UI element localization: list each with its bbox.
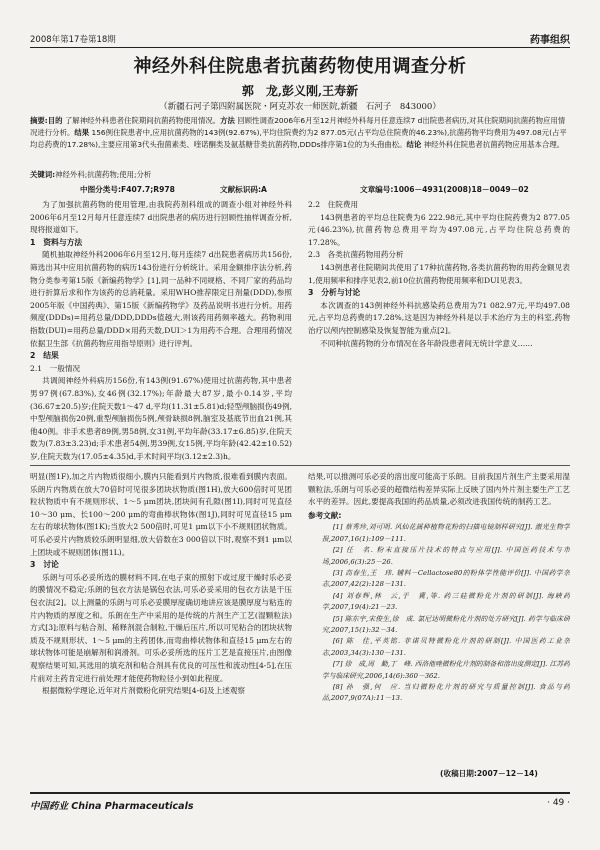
reference-item: [2] 任 名. 粉末直接压片技术的特点与应用[J]. 中国医药技术与市场,2006,6(3):25－26.	[322, 546, 570, 566]
result-label: 结果	[74, 128, 90, 137]
received-date: (收稿日期:2007－12－14)	[440, 769, 538, 778]
prior-theory-paragraph: 根据微粉学理论,近年对片剂微粉化研究结果[4-6]及上述观察	[42, 686, 245, 696]
keywords	[30, 169, 570, 180]
prior-conclusion-paragraph: 结果,可以推测可乐必妥的溶出度可能高于乐朗。目前我国片剂生产主要采用湿颗粒法,乐朗与可乐必妥的超微结构差异实际上反映了国内外片剂主要生产工艺水平的差异。因此,要提高我国的药品质量,必须改进我国传统的制药工艺。	[308, 472, 570, 507]
classification-line	[30, 184, 570, 196]
authors: 郭 龙,彭义刚,王寿新	[241, 84, 359, 98]
general-paragraph: 共调阅神经外科病历156份,有143例(91.67%)使用过抗菌药物,其中患者男97例(67.83%),女46例(32.17%);年龄最大87岁,最小0.14岁,平均(36.67±20.5)岁;住院天数1～47 d,平均(11.31±5.81)d;轻型颅脑损伤49例,中型颅脑损伤20例,重型颅脑损伤5例,颅骨缺损8例,脑室及基底节出血21例,其他40例。非手术患者89例,男58例,女31例,平均年龄(33.17±6.85)岁,住院天数为(7.83±3.23)d;手术患者54例,男39例,女15例,平均年龄(42.42±10.52)岁,住院天数为(17.05±4.35)d,手术时间平均(3.12±2.3)h。	[30, 376, 292, 461]
clc-code: 中图分类号:F407.7;R978	[80, 185, 175, 194]
cost-paragraph: 143例患者的平均总住院费为6 222.98元,其中平均住院药费为2 877.05元(46.23%),抗菌药物总费用平均为497.08元,占平均住院总药费的17.28%。	[308, 212, 570, 247]
keywords-label: 关键词:	[30, 170, 56, 179]
reference-item: [3] 高春生,王 玮. 辅料－Cellactose80的粉体学性能评价[J]. 中国药学杂志,2007,42(2):128－131.	[322, 569, 570, 589]
drug-analysis-paragraph: 143例患者住院期间共使用了17种抗菌药物,各类抗菌药物的用药金额见表1,使用频率和排序见表2,前10位抗菌药物使用频率和DUI见表3。	[308, 262, 570, 285]
methods-paragraph: 随机抽取神经外科2006年6月至12月,每月连续7 d出院患者病历共156份,筛选出其中应用抗菌药物的病历143份进行分析统计。采用金额排序法分析,药物分类参考第15版《新编药物学》[1],同一品种不同规格、不同厂家的药品均进行折算后求和作为该药的总消耗量。采用WHO推荐限定日剂量(DDD),参照2005年版《中国药典》、第15版《新编药物学》及药品说明书进行分析。用药频度(DDDs)=用药总量/DDD,DDDs值越大,则该药用药频率越大。药物利用指数(DUI)=用药总量/DDD×用药天数,DUI＞1为用药不合理。合理用药情况依据卫生部《抗菌药物应用指导原则》进行评判。	[30, 250, 292, 348]
section-2-heading: 2 结果	[30, 351, 59, 361]
abstract	[30, 115, 570, 165]
document-code: 文献标识码:A	[220, 185, 267, 194]
upper-right-column	[308, 199, 570, 461]
reference-item: [4] 刘春辉,林 云,于 冀,等. 药三硅微粉化片剂的研制[J]. 海峡药学,2007,19(4):21－23.	[322, 591, 570, 612]
article-number: 文章编号:1006－4931(2008)18－0049－02	[360, 185, 529, 194]
prior-article-paragraph: 明显(图1F),加之片内物质很细小,膜内只能看到片内物质,很难看到膜内表面。乐朗片内物质在放大70倍时可见很多团块状物质(图1H),放大600倍时可见团粒状物质中有不规则形状、1～5 μm团块,团块间有孔隙(图1I),同时可见直径10～30 μm、长100～200 μm的弯曲棒状物体(图1J),同时可见直径15 μm左右的球状物体(图1K);当放大2 500倍时,可见1 μm以下小不规则团状物质。可乐必妥片内物质较乐朗明显细,放大倍数在3 000倍以下时,观察不到1 μm以上团块或不规则团体(图1L)。	[30, 472, 292, 557]
section-2-1-heading: 2.1 一般情况	[30, 363, 81, 373]
intro-paragraph: 为了加强抗菌药物的使用管理,由我院药剂科组成的调查小组对神经外科2006年6月至12月每月任意连续7 d出院患者的病历进行回顾性抽样调查分析,现将报道如下。	[30, 200, 292, 235]
abstract-label: 摘要:	[30, 116, 48, 125]
reference-item: [7] 徐 成,周 勤,丁 峰. 西洛他唑微粉化片剂的制备和溶出度测定[J]. 江苏药学与临床研究,2006,14(6):360－362.	[322, 660, 570, 680]
prior-discussion-heading: 3 讨论	[30, 560, 59, 570]
method-label: 方法	[220, 116, 235, 125]
conclusion-label: 结论	[406, 140, 422, 149]
lower-left-column	[30, 471, 292, 789]
keywords-text: 神经外科;抗菌药物;使用;分析	[55, 170, 152, 179]
section-2-3-heading: 2.3 各类抗菌药物用药分析	[308, 250, 404, 260]
article-title: 神经外科住院患者抗菌药物使用调查分析	[133, 56, 467, 77]
purpose-label: 目的	[47, 116, 63, 125]
section-label: 药事组织	[530, 35, 570, 46]
prior-discussion-paragraph: 乐朗与可乐必妥所选的膜材料不同,在电子束的照射下或过度干燥时乐必妥的膜情况不稳定;乐朗的包衣方法是锅包衣法,可乐必妥采用的包衣方法是干压包衣法[2]。以上测量的乐朗与可乐必妥膜厚度确切地讲应该是膜厚度与粘连的片内物质的厚度之和。乐朗在生产中采用的是传统的片剂生产工艺(湿颗粒法)方式[3];原料与粘合剂、稀释剂混合制粒,干燥后压片,所以可见粘合的团块状物质及不规则形状、1～5 μm的主药团体,而弯曲棒状物体和直径15 μm左右的球状物体可能是崩解剂和润滑剂。可乐必妥所选的压片工艺是直接压片,由图像观察结果可知,其选用的填充剂和粘合剂具有优良的可压性和流动性[4-5],在压片前对主药肯定进行前处理才能使药物粒径小到如此程度。	[30, 572, 292, 683]
upper-left-column	[30, 199, 292, 461]
conclusion-text: 神经外科住院患者抗菌药物应用基本合理。	[423, 140, 565, 149]
article-divider	[30, 465, 570, 466]
result-text: 156例住院患者中,应用抗菌药物的143例(92.67%),平均住院费约为2 877.05元(占平均总住院费的46.23%),抗菌药物平均费用为497.08元(占平均总药费的17.28%),主要应用第3代头孢菌素类、喹诺酮类及氨基糖苷类抗菌药物,DDDs排序第1位的为头孢曲松。	[30, 128, 567, 149]
page-number: · 49 ·	[547, 798, 570, 808]
journal-name: 中国药业 China Pharmaceuticals	[30, 801, 194, 812]
affiliation: （新疆石河子第四附属医院・阿克苏农一师医院,新疆 石河子 843000）	[159, 102, 441, 112]
reference-item: [1] 蔡秀珍,刘可明. 风仙花属种植物花粉的扫描电镜制样研究[J]. 激光生物学报,2007,16(1):109－111.	[322, 523, 570, 543]
references-heading: 参考文献:	[308, 510, 342, 520]
discussion-paragraph-1: 本次调查的143例神经外科抗感染药总费用为71 082.97元,平均497.08元,占平均总药费的17.28%,这是因为神经外科是以手术治疗为主的科室,药物治疗以颅内控制感染及恢复智能为重点[2]。	[308, 300, 570, 335]
purpose-text: 了解神经外科患者住院期间抗菌药物使用情况。	[64, 116, 221, 125]
discussion-paragraph-2: 不同种抗菌药物的分布情况在各年龄段患者间无统计学意义……	[320, 338, 533, 348]
reference-item: [5] 陈东宇,宋俊生,徐 成. 氯尼达明微粉化片剂的处方研究[J]. 药学与临床研究,2007,15(1):32－34.	[322, 614, 570, 635]
page-footer	[30, 792, 570, 810]
section-1-heading: 1 资料与方法	[30, 237, 83, 247]
section-3-heading: 3 分析与讨论	[308, 288, 361, 298]
section-2-2-heading: 2.2 住院费用	[308, 200, 359, 209]
lower-right-column	[308, 471, 570, 789]
reference-list	[308, 522, 570, 705]
issue-label: 2008年第17卷第18期	[30, 35, 116, 45]
reference-item: [6] 陈 佳,平英铭. 非诺贝特微粉化片剂的研制[J]. 中国医药工业杂志,2003,34(3):130－131.	[322, 637, 570, 657]
reference-item: [8] 孙 强,何 应. 当归微粉化片剂的研究与质量控制[J]. 食品与药品,2007,9(07A):11－13.	[322, 683, 570, 703]
method-text: 回顾性调查2006年6月至12月神经外科每月任意连续7 d出院患者病历,对其住院期间抗菌药物应用情况进行分析。	[30, 116, 566, 137]
running-header	[30, 34, 570, 48]
